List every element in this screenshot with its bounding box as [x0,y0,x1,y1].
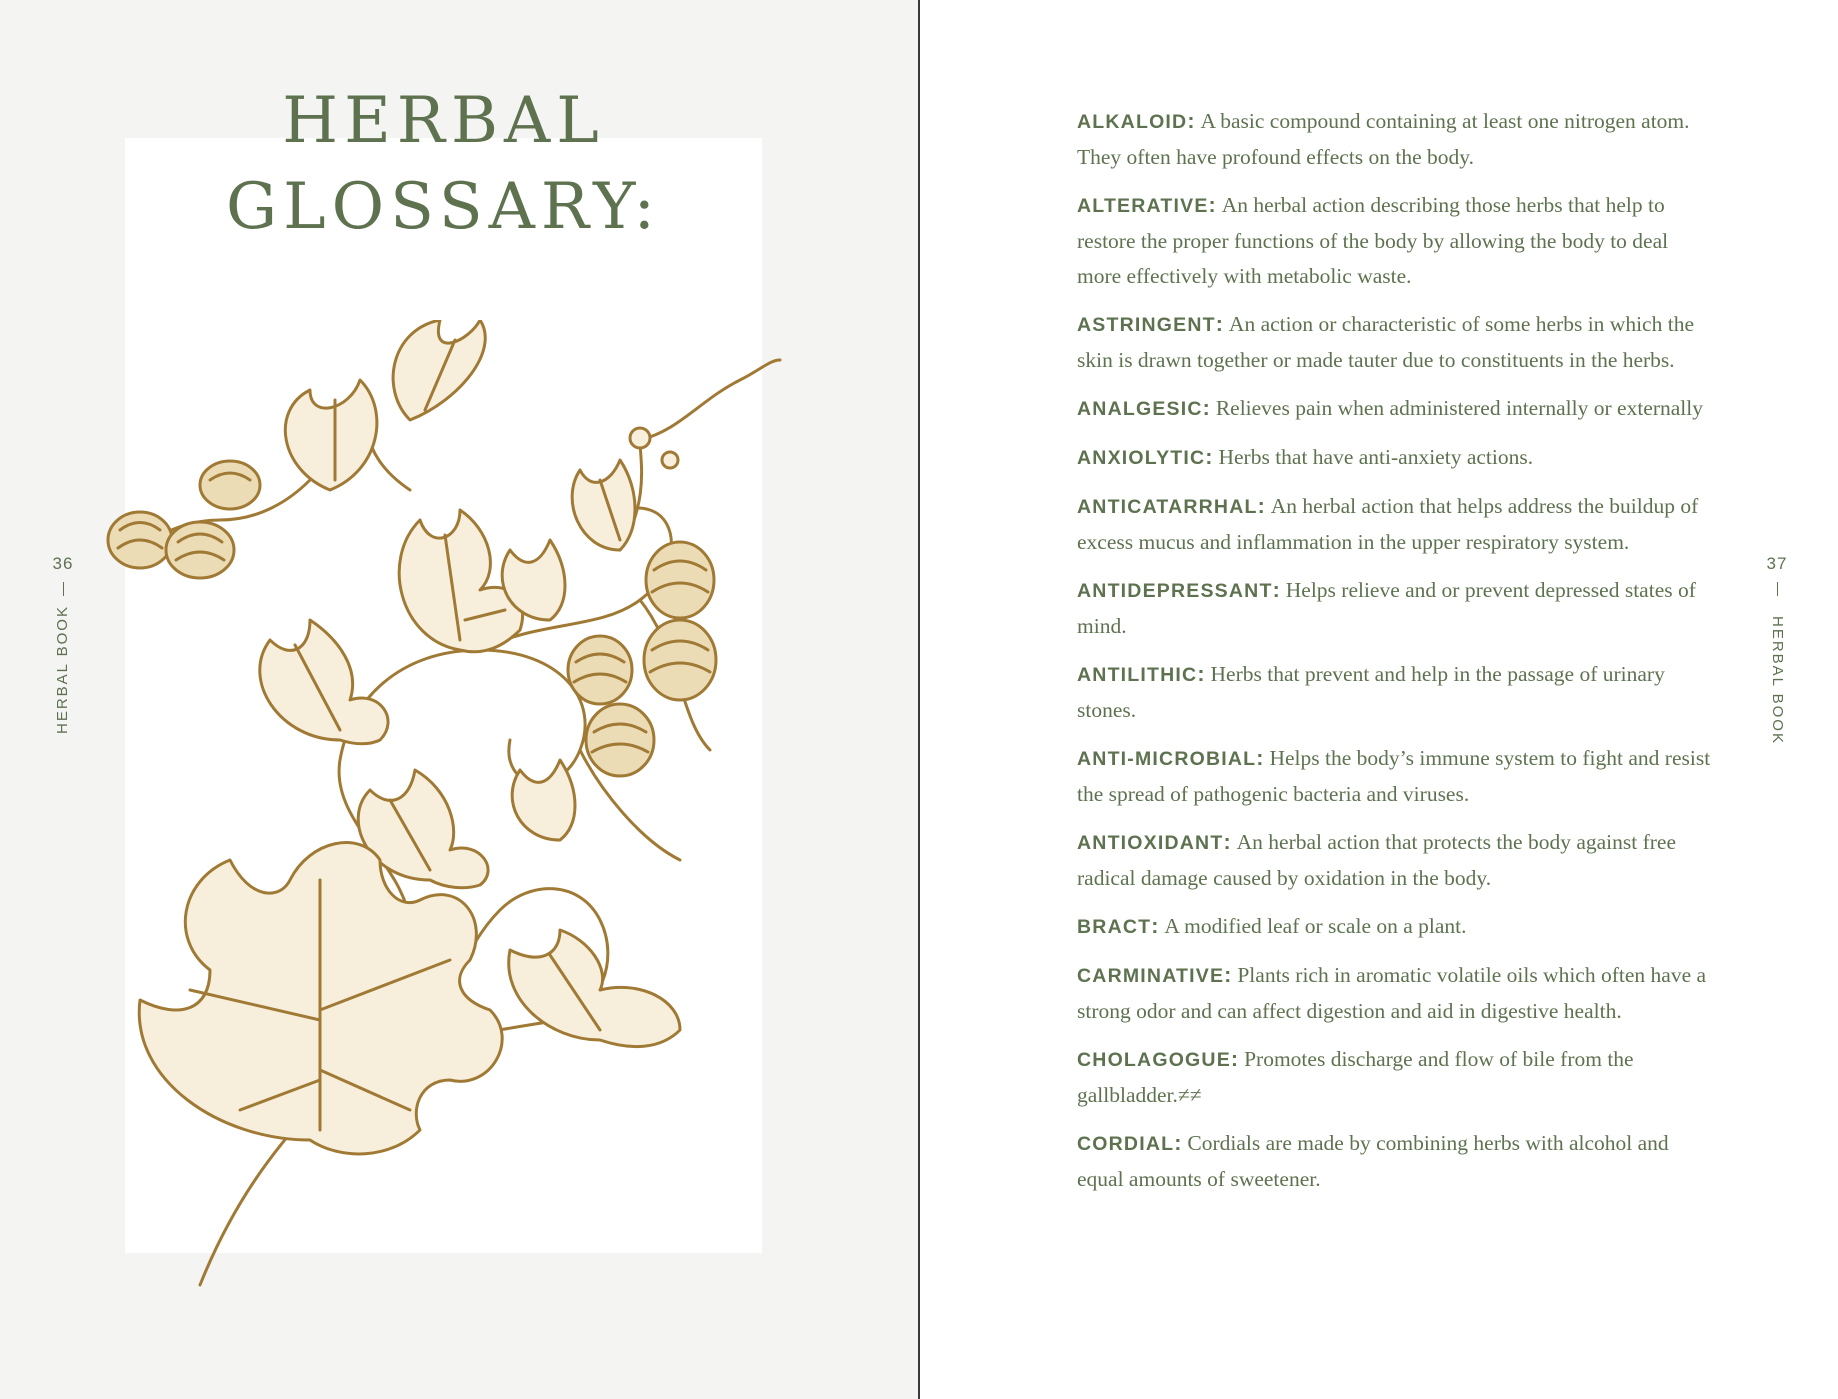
glossary-term: ANXIOLYTIC [1077,447,1206,469]
running-head-right: HERBAL BOOK [1769,616,1786,745]
glossary-definition: An herbal action that helps address the buildup of excess mucus and inflammation in the upper respiratory system. [1077,494,1699,554]
hop-cone [646,542,714,618]
glossary-entry: BRACT: A modified leaf or scale on a plant. [1077,914,1467,938]
glossary-entry: CHOLAGOGUE: Promotes discharge and flow of bile from the gallbladder.≠≠ [1077,1047,1634,1107]
glossary-definition: Helps the body’s immune system to fight and resist the spread of pathogenic bacteria and viruses. [1077,746,1711,806]
glossary-list [1077,104,1717,1210]
glossary-definition: An herbal action describing those herbs that help to restore the proper functions of the body by allowing the body to deal more effectively with metabolic waste. [1077,193,1669,288]
glossary-entry: ANTI-MICROBIAL: Helps the body’s immune system to fight and resist the spread of pathogenic bacteria and viruses. [1077,746,1711,806]
left-folio [48,554,78,734]
hop-cone [644,620,716,700]
glossary-term: CORDIAL [1077,1133,1175,1155]
page-number-right: 37 [1766,554,1788,573]
glossary-entry: CORDIAL: Cordials are made by combining herbs with alcohol and equal amounts of sweetener. [1077,1131,1669,1191]
leaf-right-upper [572,460,635,550]
glossary-definition: Herbs that prevent and help in the passage of urinary stones. [1077,662,1665,722]
glossary-term: ANTI-MICROBIAL [1077,748,1257,770]
glossary-term: CHOLAGOGUE [1077,1049,1231,1071]
hop-cone [166,522,234,578]
title-line-2: GLOSSARY: [226,170,661,244]
glossary-definition: A modified leaf or scale on a plant. [1164,914,1467,938]
leaf-top [393,320,485,420]
hop-cone [586,704,654,776]
glossary-entry: ANTIOXIDANT: An herbal action that protects the body against free radical damage caused by oxidation in the body. [1077,830,1677,890]
glossary-term: ANTICATARRHAL [1077,496,1258,518]
hop-cone [200,461,260,509]
page-title [125,78,762,250]
glossary-definition: Relieves pain when administered internally or externally [1215,396,1703,420]
title-line-1: HERBAL [282,84,605,158]
leaf-bottom-right [509,930,680,1047]
leaf-upper-left [285,380,377,490]
glossary-definition: Plants rich in aromatic volatile oils which often have a strong odor and can affect digestion and aid in digestive health. [1077,963,1707,1023]
glossary-definition: Helps relieve and or prevent depressed states of mind. [1077,578,1696,638]
left-page [0,0,918,1399]
glossary-definition: An action or characteristic of some herbs in which the skin is drawn together or made tauter due to constituents in the herbs. [1077,312,1694,372]
glossary-entry: ANTIDEPRESSANT: Helps relieve and or prevent depressed states of mind. [1077,578,1696,638]
glossary-definition: Promotes discharge and flow of bile from the gallbladder.≠≠ [1077,1047,1634,1107]
leaf-lower-right-2 [512,760,575,840]
glossary-term: ANTIDEPRESSANT [1077,580,1273,602]
folio-divider [1777,582,1778,596]
glossary-term: ASTRINGENT [1077,314,1216,336]
glossary-entry: ANTICATARRHAL: An herbal action that helps address the buildup of excess mucus and inflammation in the upper respiratory system. [1077,494,1699,554]
glossary-term: ANALGESIC [1077,398,1203,420]
glossary-definition: A basic compound containing at least one nitrogen atom. They often have profound effects on the body. [1077,109,1690,169]
leaf-large-bottom [139,843,502,1154]
book-gutter [918,0,920,1399]
glossary-term: ANTILITHIC [1077,664,1198,686]
leaf-mid-left [260,620,388,744]
glossary-entry: CARMINATIVE: Plants rich in aromatic volatile oils which often have a strong odor and can affect digestion and aid in digestive health. [1077,963,1707,1023]
glossary-entry: ANALGESIC: Relieves pain when administered internally or externally [1077,396,1703,420]
glossary-term: ALKALOID [1077,111,1188,133]
glossary-term: ALTERATIVE [1077,195,1209,217]
hop-cone [568,636,632,704]
glossary-term: BRACT [1077,916,1152,938]
glossary-term: CARMINATIVE [1077,965,1225,987]
folio-divider [63,582,64,596]
hop-vine-illustration [80,320,820,1300]
glossary-definition: An herbal action that protects the body against free radical damage caused by oxidation in the body. [1077,830,1677,890]
glossary-entry: ASTRINGENT: An action or characteristic of some herbs in which the skin is drawn together or made tauter due to constituents in the herbs. [1077,312,1694,372]
glossary-entry: ALKALOID: A basic compound containing at least one nitrogen atom. They often have profound effects on the body. [1077,109,1690,169]
hop-cone [108,512,172,568]
glossary-entry: ANXIOLYTIC: Herbs that have anti-anxiety actions. [1077,445,1534,469]
glossary-definition: Cordials are made by combining herbs with alcohol and equal amounts of sweetener. [1077,1131,1669,1191]
glossary-definition: Herbs that have anti-anxiety actions. [1218,445,1534,469]
glossary-term: ANTIOXIDANT [1077,832,1224,854]
page-number-left: 36 [52,554,74,573]
right-folio [1762,554,1792,745]
glossary-entry: ANTILITHIC: Herbs that prevent and help in the passage of urinary stones. [1077,662,1665,722]
running-head-left: HERBAL BOOK [54,605,71,734]
glossary-entry: ALTERATIVE: An herbal action describing those herbs that help to restore the proper functions of the body by allowing the body to deal more effectively with metabolic waste. [1077,193,1669,288]
vine-tendril [640,360,780,440]
